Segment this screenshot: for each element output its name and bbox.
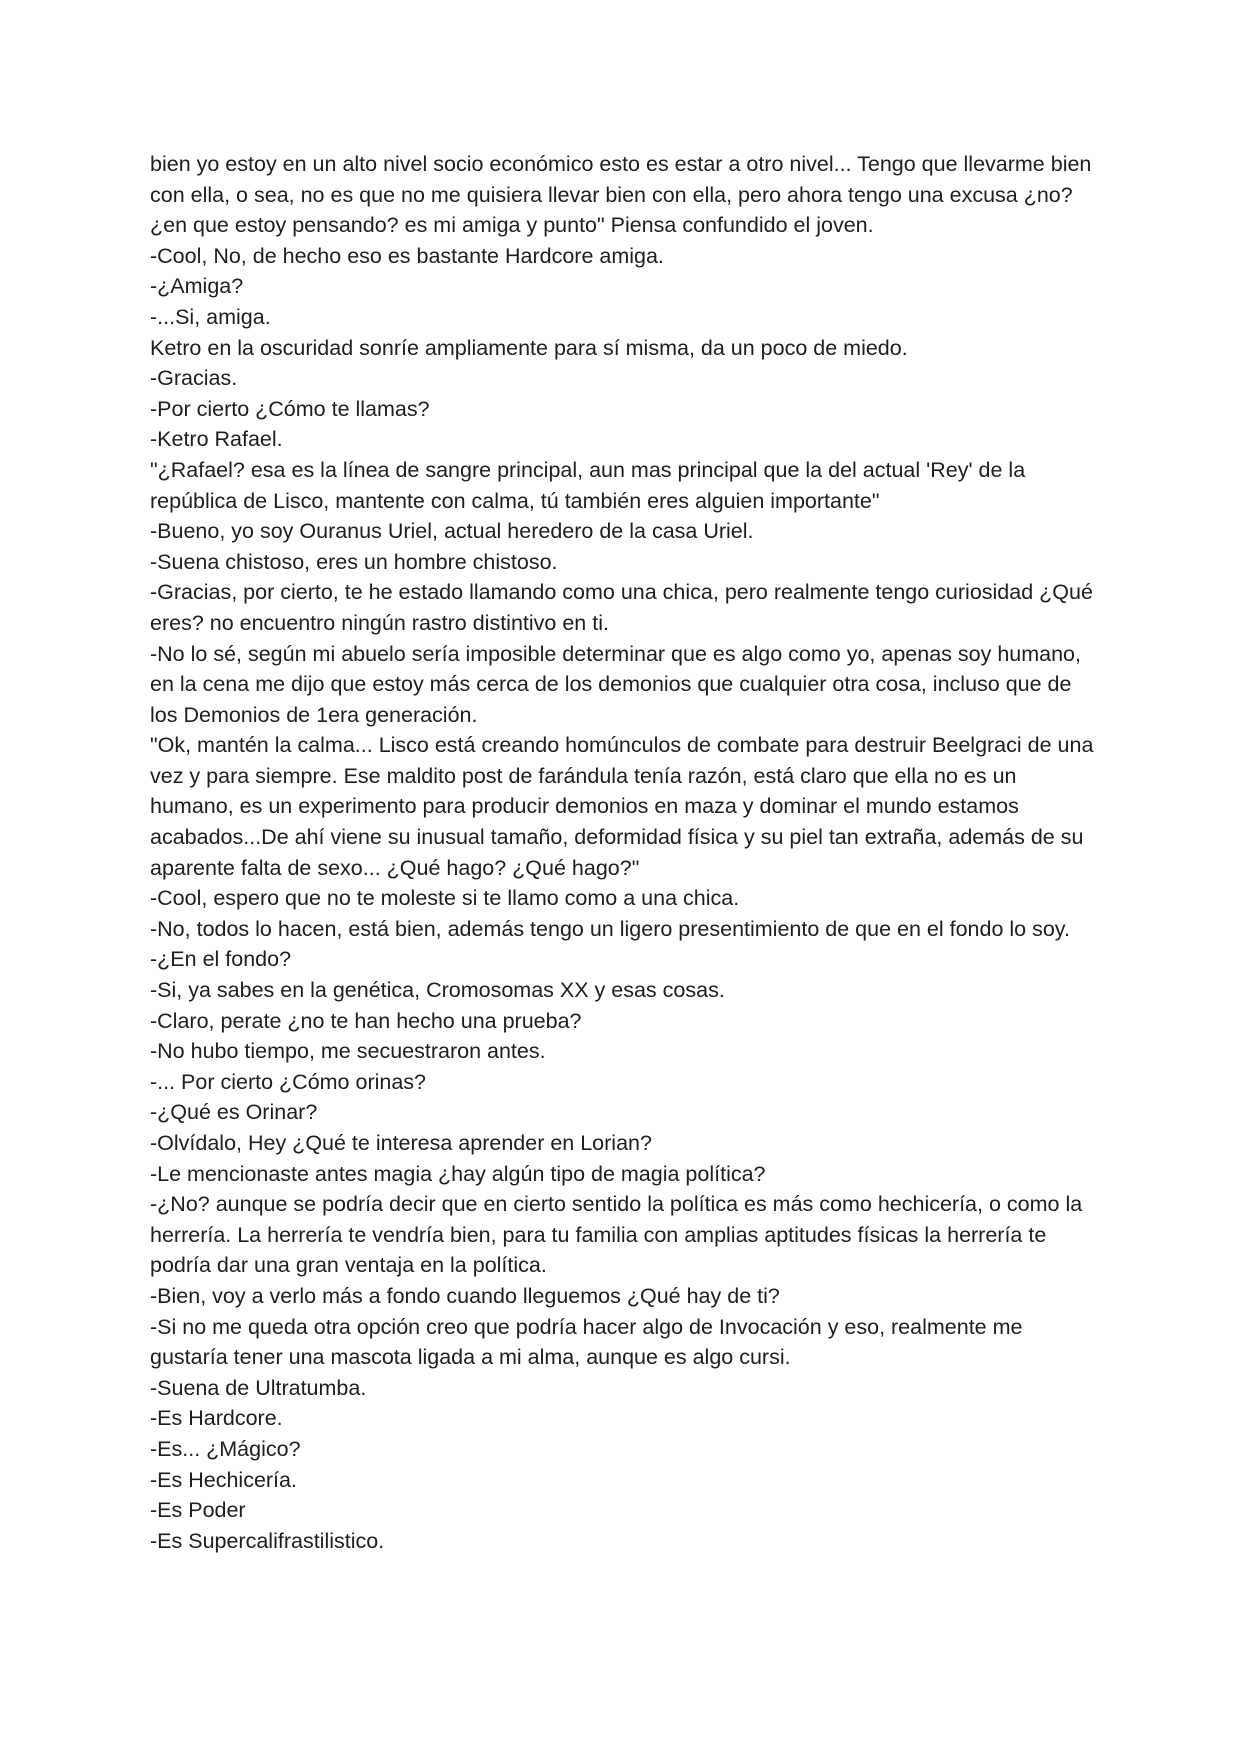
paragraph: -No hubo tiempo, me secuestraron antes. [150, 1039, 546, 1064]
paragraph: -Si, ya sabes en la genética, Cromosomas XX y esas cosas. [150, 978, 725, 1003]
paragraph: -¿Amiga? [150, 274, 244, 299]
paragraph: -¿Qué es Orinar? [150, 1100, 318, 1125]
paragraph: -Por cierto ¿Cómo te llamas? [150, 396, 430, 421]
paragraph: -Ketro Rafael. [150, 427, 283, 452]
paragraph: -Es Hechicería. [150, 1467, 297, 1492]
paragraph: -Olvídalo, Hey ¿Qué te interesa aprender en Lorian? [150, 1131, 652, 1155]
paragraph: -Suena de Ultratumba. [150, 1375, 367, 1400]
paragraph: -...Si, amiga. [150, 304, 271, 329]
paragraph: -Bien, voy a verlo más a fondo cuando lleguemos ¿Qué hay de ti? [150, 1283, 780, 1308]
paragraph: -Suena chistoso, eres un hombre chistoso. [150, 549, 558, 574]
paragraph: -No, todos lo hacen, está bien, además tengo un ligero presentimiento de que en el fondo lo soy. [150, 916, 1070, 941]
paragraph: -Gracias. [150, 366, 238, 391]
paragraph: -¿No? aunque se podría decir que en cierto sentido la política es más como hechicería, o como la herrería. La herrería te vendría bien, para tu familia con amplias aptitudes físicas la herrería te podría dar una gran ventaja en la política. [150, 1192, 1083, 1278]
paragraph: -¿En el fondo? [150, 947, 292, 972]
paragraph: bien yo estoy en un alto nivel socio económico esto es estar a otro nivel... Tengo que llevarme bien con ella, o sea, no es que no me quisiera llevar bien con ella, pero ahora tengo una excusa ¿no? ¿en que estoy pensando? es mi amiga y punto" Piensa confundido el joven. [150, 152, 1092, 238]
paragraph: -Es Supercalifrastilistico. [150, 1528, 385, 1553]
paragraph: -... Por cierto ¿Cómo orinas? [150, 1069, 427, 1094]
paragraph: -Le mencionaste antes magia ¿hay algún tipo de magia política? [150, 1161, 766, 1186]
paragraph: -Cool, No, de hecho eso es bastante Hardcore amiga. [150, 243, 664, 268]
document-text-body [150, 149, 1095, 1556]
paragraph: "Ok, mantén la calma... Lisco está creando homúnculos de combate para destruir Beelgraci de una vez y para siempre. Ese maldito post de farándula tenía razón, está claro que ella no es un humano, es un experimento para producir demonios en maza y dominar el mundo estamos acabados...De ahí viene su inusual tamaño, deformidad física y su piel tan extraña, además de su aparente falta de sexo... ¿Qué hago? ¿Qué hago?" [150, 733, 1094, 880]
paragraph: -Es Hardcore. [150, 1406, 283, 1431]
paragraph: -Si no me queda otra opción creo que podría hacer algo de Invocación y eso, realmente me gustaría tener una mascota ligada a mi alma, aunque es algo cursi. [150, 1314, 1023, 1370]
paragraph: -Es... ¿Mágico? [150, 1436, 301, 1461]
paragraph: -Cool, espero que no te moleste si te llamo como a una chica. [150, 886, 740, 911]
paragraph: -Bueno, yo soy Ouranus Uriel, actual heredero de la casa Uriel. [150, 519, 754, 544]
paragraph: "¿Rafael? esa es la línea de sangre principal, aun mas principal que la del actual 'Rey' de la república de Lisco, mantente con calma, tú también eres alguien importante" [150, 457, 1026, 513]
paragraph: Ketro en la oscuridad sonríe ampliamente para sí misma, da un poco de miedo. [150, 335, 908, 360]
paragraph: -Claro, perate ¿no te han hecho una prueba? [150, 1008, 582, 1033]
paragraph: -Gracias, por cierto, te he estado llamando como una chica, pero realmente tengo curiosidad ¿Qué eres? no encuentro ningún rastro distintivo en ti. [150, 580, 1093, 635]
paragraph: -Es Poder [150, 1498, 246, 1523]
paragraph: -No lo sé, según mi abuelo sería imposible determinar que es algo como yo, apenas soy humano, en la cena me dijo que estoy más cerca de los demonios que cualquier otra cosa, incluso que de los Demonios de 1era generación. [150, 641, 1081, 727]
